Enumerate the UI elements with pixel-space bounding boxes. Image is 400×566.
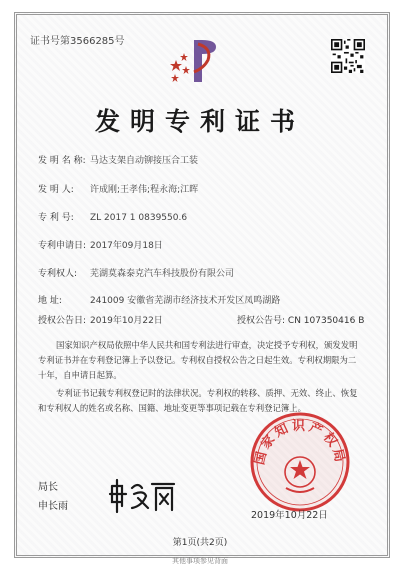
field-label: 专利申请日: (38, 241, 87, 251)
director-title: 局长 (38, 482, 58, 493)
back-side-note: 其他事项参见背面 (172, 557, 228, 565)
page-info: 第1页(共2页) (172, 538, 228, 548)
field-label: 授权公告日: (38, 316, 87, 326)
field-grant-number (237, 313, 364, 326)
field-grant-date (38, 313, 163, 326)
paragraph-legal-status: 专利证书记载专利权登记时的法律状况。专利权的转移、质押、无效、终止、恢复和专利权人的姓名或名称、国籍、地址变更等事项记载在专利登记簿上。 (38, 388, 358, 413)
field-value: 许成刚;王孝伟;程永海;江晖 (90, 185, 199, 195)
field-value: 241009 安徽省芜湖市经济技术开发区凤鸣湖路 (90, 296, 281, 306)
field-patentee (38, 266, 234, 279)
field-value: 马达支架自动铆接压合工装 (90, 156, 199, 166)
field-label: 发 明 名 称: (38, 156, 86, 166)
field-value: 2019年10月22日 (90, 316, 163, 326)
seal-text: 国家知识产权局 (252, 419, 348, 467)
field-label: 专利权人: (38, 269, 78, 279)
certificate-title: 发明专利证书 (94, 107, 305, 136)
certificate-number: 证书号第3566285号 (30, 36, 125, 47)
field-address (38, 293, 280, 306)
field-label: 发 明 人: (38, 185, 74, 195)
seal-date: 2019年10月22日 (251, 510, 328, 521)
field-value: 2017年09月18日 (90, 241, 163, 251)
director-signature (108, 478, 178, 514)
field-value: 芜湖莫森泰克汽车科技股份有限公司 (90, 269, 235, 279)
field-label: 授权公告号: (237, 316, 286, 326)
field-invention-name (38, 153, 198, 166)
field-value: ZL 2017 1 0839550.6 (90, 213, 188, 223)
field-inventors (38, 182, 198, 195)
qr-code-icon (331, 39, 365, 73)
paragraph-grant-statement: 国家知识产权局依照中华人民共和国专利法进行审查，决定授予专利权，颁发发明专利证书并在专利登记簿上予以登记。专利权自授权公告之日起生效。专利权期限为二十年，自申请日起算。 (38, 340, 358, 380)
official-seal-icon (248, 410, 352, 514)
director-name: 申长雨 (38, 501, 68, 512)
field-patent-number (38, 210, 187, 223)
field-application-date (38, 238, 163, 251)
cnipa-logo-icon (164, 36, 228, 86)
field-value: CN 107350416 B (287, 316, 365, 326)
field-label: 地 址: (38, 296, 62, 306)
field-label: 专 利 号: (38, 213, 74, 223)
